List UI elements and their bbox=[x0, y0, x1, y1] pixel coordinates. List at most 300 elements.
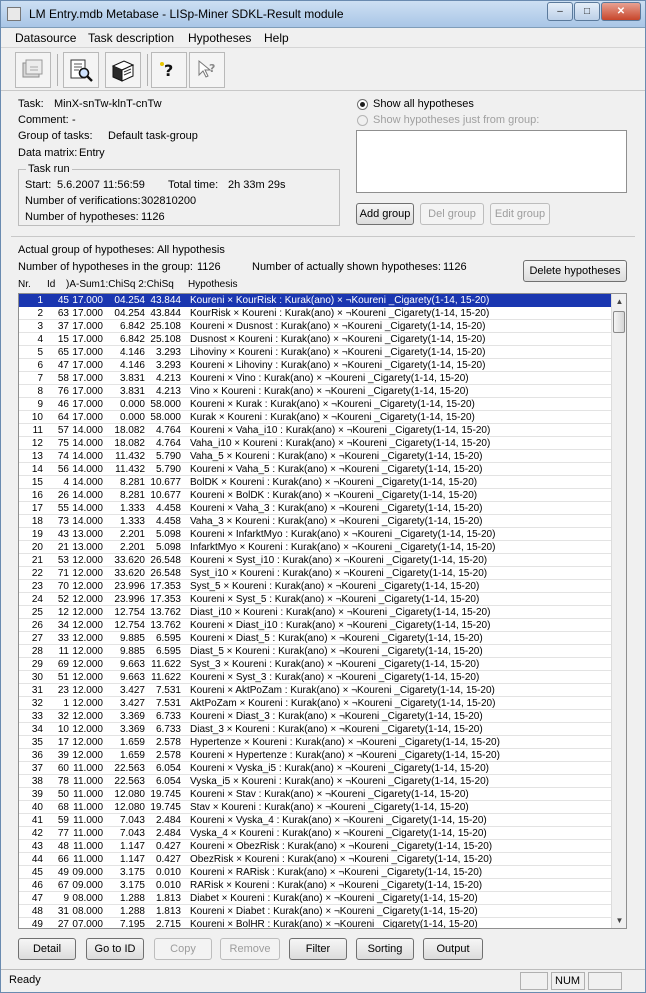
table-row[interactable] bbox=[19, 723, 611, 736]
row-quant-a: 17.000 bbox=[72, 295, 103, 306]
data-matrix-label: Data matrix: bbox=[18, 147, 78, 159]
table-row[interactable] bbox=[19, 528, 611, 541]
table-row[interactable] bbox=[19, 801, 611, 814]
del-group-button[interactable]: Del group bbox=[420, 203, 484, 225]
row-hypothesis: KourRisk × Koureni : Kurak(ano) × ¬Koureni _Cigarety(1-14, 15-20) bbox=[190, 308, 490, 319]
database-refresh-icon bbox=[20, 57, 46, 83]
table-row[interactable] bbox=[19, 476, 611, 489]
row-id: 73 bbox=[57, 516, 69, 527]
row-quant-c: 0.427 bbox=[155, 841, 181, 852]
row-quant-a: 12.000 bbox=[72, 620, 103, 631]
row-hypothesis: InfarktMyo × Koureni : Kurak(ano) × ¬Koureni _Cigarety(1-14, 15-20) bbox=[190, 542, 496, 553]
row-quant-a: 12.000 bbox=[72, 659, 103, 670]
hypotheses-count-value: 1126 bbox=[141, 211, 165, 223]
start-label: Start: bbox=[25, 179, 52, 191]
row-hypothesis: Vino × Koureni : Kurak(ano) × ¬Koureni _Cigarety(1-14, 15-20) bbox=[190, 386, 469, 397]
comment-label: Comment: bbox=[18, 114, 69, 126]
group-of-tasks-label: Group of tasks: bbox=[18, 130, 93, 142]
row-quant-c: 19.745 bbox=[150, 789, 181, 800]
row-quant-c: 11.622 bbox=[151, 659, 181, 670]
table-row[interactable] bbox=[19, 359, 611, 372]
table-row[interactable] bbox=[19, 736, 611, 749]
row-id: 12 bbox=[57, 607, 69, 618]
row-nr: 30 bbox=[31, 672, 43, 683]
row-quant-c: 0.010 bbox=[155, 867, 181, 878]
table-row[interactable] bbox=[19, 346, 611, 359]
row-id: 27 bbox=[57, 919, 69, 929]
row-id: 47 bbox=[57, 360, 69, 371]
table-row[interactable] bbox=[19, 775, 611, 788]
shown-count-label: Number of actually shown hypotheses: bbox=[252, 261, 441, 273]
table-row[interactable] bbox=[19, 892, 611, 905]
row-quant-a: 11.000 bbox=[73, 854, 103, 865]
data-matrix-value: Entry bbox=[79, 147, 105, 159]
row-hypothesis: Koureni × Stav : Kurak(ano) × ¬Koureni _Cigarety(1-14, 15-20) bbox=[190, 789, 469, 800]
row-hypothesis: Koureni × Diast_3 : Kurak(ano) × ¬Koureni _Cigarety(1-14, 15-20) bbox=[190, 711, 483, 722]
row-id: 52 bbox=[57, 594, 69, 605]
table-row[interactable] bbox=[19, 606, 611, 619]
close-button[interactable]: ✕ bbox=[601, 2, 641, 21]
minimize-button[interactable]: – bbox=[547, 2, 573, 21]
table-row[interactable] bbox=[19, 840, 611, 853]
row-quant-a: 11.000 bbox=[73, 841, 103, 852]
row-nr: 18 bbox=[31, 516, 43, 527]
row-quant-a: 12.000 bbox=[72, 646, 103, 657]
toolbar-find-button[interactable] bbox=[63, 52, 99, 88]
row-id: 71 bbox=[57, 568, 69, 579]
row-quant-b: 3.369 bbox=[119, 711, 145, 722]
column-header-quantifiers[interactable]: )A-Sum1:ChiSq 2:ChiSq bbox=[66, 279, 174, 290]
svg-text:?: ? bbox=[209, 62, 216, 75]
row-quant-a: 17.000 bbox=[72, 412, 103, 423]
row-id: 15 bbox=[57, 334, 69, 345]
table-row[interactable] bbox=[19, 827, 611, 840]
maximize-button[interactable]: □ bbox=[574, 2, 600, 21]
row-quant-c: 26.548 bbox=[150, 568, 181, 579]
table-row[interactable] bbox=[19, 567, 611, 580]
row-quant-a: 08.000 bbox=[72, 906, 103, 917]
row-id: 11 bbox=[58, 646, 69, 657]
row-quant-a: 07.000 bbox=[72, 919, 103, 929]
toolbar-separator bbox=[147, 54, 148, 86]
row-quant-c: 58.000 bbox=[150, 399, 181, 410]
row-nr: 36 bbox=[31, 750, 43, 761]
toolbar bbox=[1, 49, 645, 91]
column-header-id[interactable]: Id bbox=[47, 279, 56, 290]
row-id: 26 bbox=[57, 490, 69, 501]
menu-datasource[interactable]: Datasource bbox=[15, 31, 77, 45]
row-quant-c: 25.108 bbox=[150, 334, 181, 345]
row-quant-c: 25.108 bbox=[150, 321, 181, 332]
show-all-label[interactable]: Show all hypotheses bbox=[373, 98, 474, 110]
row-id: 43 bbox=[57, 529, 69, 540]
row-nr: 11 bbox=[32, 425, 43, 436]
row-nr: 45 bbox=[31, 867, 43, 878]
row-quant-a: 11.000 bbox=[73, 802, 103, 813]
table-row[interactable] bbox=[19, 333, 611, 346]
table-row[interactable] bbox=[19, 489, 611, 502]
row-id: 70 bbox=[57, 581, 69, 592]
row-hypothesis: Koureni × KourRisk : Kurak(ano) × ¬Koureni _Cigarety(1-14, 15-20) bbox=[190, 295, 490, 306]
row-hypothesis: Kurak × Koureni : Kurak(ano) × ¬Koureni _Cigarety(1-14, 15-20) bbox=[190, 412, 475, 423]
row-id: 33 bbox=[57, 633, 69, 644]
table-row[interactable] bbox=[19, 541, 611, 554]
row-quant-a: 17.000 bbox=[72, 347, 103, 358]
row-quant-a: 14.000 bbox=[72, 516, 103, 527]
edit-group-button[interactable]: Edit group bbox=[490, 203, 550, 225]
output-button[interactable]: Output bbox=[423, 938, 483, 960]
table-row[interactable] bbox=[19, 879, 611, 892]
menu-hypotheses[interactable]: Hypotheses bbox=[188, 31, 252, 45]
row-nr: 23 bbox=[31, 581, 43, 592]
row-id: 68 bbox=[57, 802, 69, 813]
scroll-up-arrow[interactable]: ▲ bbox=[615, 297, 624, 306]
row-quant-b: 22.563 bbox=[114, 763, 145, 774]
row-id: 76 bbox=[57, 386, 69, 397]
row-quant-a: 12.000 bbox=[72, 698, 103, 709]
row-hypothesis: Lihoviny × Koureni : Kurak(ano) × ¬Koureni _Cigarety(1-14, 15-20) bbox=[190, 347, 486, 358]
row-quant-a: 17.000 bbox=[72, 386, 103, 397]
row-quant-c: 17.353 bbox=[150, 581, 181, 592]
row-id: 48 bbox=[57, 841, 69, 852]
row-quant-c: 4.764 bbox=[155, 425, 181, 436]
table-row[interactable] bbox=[19, 593, 611, 606]
row-quant-c: 10.677 bbox=[150, 477, 181, 488]
show-group-label[interactable]: Show hypotheses just from group: bbox=[373, 114, 540, 126]
row-hypothesis: Koureni × RARisk : Kurak(ano) × ¬Koureni _Cigarety(1-14, 15-20) bbox=[190, 867, 483, 878]
sorting-button[interactable]: Sorting bbox=[356, 938, 414, 960]
table-row[interactable] bbox=[19, 814, 611, 827]
row-quant-c: 5.790 bbox=[155, 451, 181, 462]
task-value: MinX-snTw-klnT-cnTw bbox=[54, 98, 162, 110]
table-row[interactable] bbox=[19, 697, 611, 710]
row-quant-b: 7.195 bbox=[119, 919, 145, 929]
row-id: 46 bbox=[57, 399, 69, 410]
table-row[interactable] bbox=[19, 918, 611, 929]
app-icon bbox=[7, 7, 21, 21]
row-quant-a: 11.000 bbox=[73, 776, 103, 787]
table-row[interactable] bbox=[19, 853, 611, 866]
row-id: 65 bbox=[57, 347, 69, 358]
row-quant-a: 14.000 bbox=[72, 477, 103, 488]
row-hypothesis: Koureni × BolDK : Kurak(ano) × ¬Koureni _Cigarety(1-14, 15-20) bbox=[190, 490, 478, 501]
window-title: LM Entry.mdb Metabase - LISp-Miner SDKL-Result module bbox=[29, 7, 344, 21]
row-quant-a: 14.000 bbox=[72, 464, 103, 475]
row-quant-c: 4.458 bbox=[155, 503, 181, 514]
row-quant-a: 09.000 bbox=[72, 880, 103, 891]
group-listbox[interactable] bbox=[356, 130, 627, 193]
toolbar-refresh-button[interactable] bbox=[15, 52, 51, 88]
row-quant-b: 22.563 bbox=[114, 776, 145, 787]
row-nr: 17 bbox=[31, 503, 43, 514]
column-header-hypothesis[interactable]: Hypothesis bbox=[188, 279, 238, 290]
table-row[interactable] bbox=[19, 905, 611, 918]
svg-text:?: ? bbox=[164, 61, 174, 80]
scroll-thumb[interactable] bbox=[613, 311, 625, 333]
row-quant-a: 11.000 bbox=[73, 815, 103, 826]
row-quant-b: 3.427 bbox=[119, 698, 145, 709]
row-hypothesis: Diast_3 × Koureni : Kurak(ano) × ¬Koureni _Cigarety(1-14, 15-20) bbox=[190, 724, 483, 735]
row-id: 21 bbox=[57, 542, 69, 553]
row-hypothesis: Koureni × Vino : Kurak(ano) × ¬Koureni _Cigarety(1-14, 15-20) bbox=[190, 373, 469, 384]
table-row[interactable] bbox=[19, 554, 611, 567]
row-hypothesis: Koureni × Syst_i10 : Kurak(ano) × ¬Koureni _Cigarety(1-14, 15-20) bbox=[190, 555, 488, 566]
table-row[interactable] bbox=[19, 372, 611, 385]
row-quant-b: 4.146 bbox=[119, 347, 145, 358]
row-hypothesis: Koureni × Vaha_i10 : Kurak(ano) × ¬Koureni _Cigarety(1-14, 15-20) bbox=[190, 425, 491, 436]
row-id: 50 bbox=[57, 789, 69, 800]
row-quant-c: 4.458 bbox=[155, 516, 181, 527]
table-row[interactable] bbox=[19, 437, 611, 450]
row-quant-c: 2.578 bbox=[155, 750, 181, 761]
row-hypothesis: Koureni × InfarktMyo : Kurak(ano) × ¬Koureni _Cigarety(1-14, 15-20) bbox=[190, 529, 496, 540]
table-row[interactable] bbox=[19, 398, 611, 411]
row-quant-c: 58.000 bbox=[150, 412, 181, 423]
row-hypothesis: Koureni × Syst_3 : Kurak(ano) × ¬Koureni _Cigarety(1-14, 15-20) bbox=[190, 672, 480, 683]
table-row[interactable] bbox=[19, 762, 611, 775]
row-nr: 47 bbox=[31, 893, 43, 904]
row-quant-b: 6.842 bbox=[119, 334, 145, 345]
row-quant-b: 23.996 bbox=[114, 581, 145, 592]
row-nr: 19 bbox=[31, 529, 43, 540]
row-nr: 46 bbox=[31, 880, 43, 891]
row-id: 56 bbox=[57, 464, 69, 475]
row-id: 37 bbox=[57, 321, 69, 332]
row-quant-b: 3.831 bbox=[119, 386, 145, 397]
row-quant-c: 7.531 bbox=[155, 685, 181, 696]
grid-scrollbar[interactable] bbox=[611, 294, 626, 928]
table-row[interactable] bbox=[19, 866, 611, 879]
menu-help[interactable]: Help bbox=[264, 31, 289, 45]
help-question-icon bbox=[156, 57, 182, 83]
row-quant-b: 3.175 bbox=[119, 867, 145, 878]
row-quant-b: 6.842 bbox=[119, 321, 145, 332]
row-quant-a: 13.000 bbox=[72, 542, 103, 553]
add-group-button[interactable]: Add group bbox=[356, 203, 414, 225]
row-quant-c: 6.595 bbox=[155, 646, 181, 657]
row-nr: 22 bbox=[31, 568, 43, 579]
row-nr: 26 bbox=[31, 620, 43, 631]
row-nr: 25 bbox=[31, 607, 43, 618]
row-quant-c: 4.213 bbox=[155, 386, 181, 397]
row-quant-a: 14.000 bbox=[72, 503, 103, 514]
hypotheses-grid[interactable] bbox=[18, 293, 627, 929]
row-nr: 38 bbox=[31, 776, 43, 787]
row-id: 10 bbox=[57, 724, 69, 735]
actual-group-label: Actual group of hypotheses: bbox=[18, 244, 155, 256]
row-id: 55 bbox=[57, 503, 69, 514]
title-bar[interactable] bbox=[1, 1, 645, 28]
row-nr: 28 bbox=[31, 646, 43, 657]
row-hypothesis: Koureni × ObezRisk : Kurak(ano) × ¬Koureni _Cigarety(1-14, 15-20) bbox=[190, 841, 493, 852]
row-quant-c: 10.677 bbox=[150, 490, 181, 501]
row-quant-b: 0.000 bbox=[119, 399, 145, 410]
table-row[interactable] bbox=[19, 619, 611, 632]
row-quant-b: 18.082 bbox=[114, 438, 145, 449]
toolbar-help-button[interactable] bbox=[151, 52, 187, 88]
table-row[interactable] bbox=[19, 502, 611, 515]
table-row[interactable] bbox=[19, 645, 611, 658]
row-quant-c: 43.844 bbox=[150, 295, 181, 306]
row-quant-a: 14.000 bbox=[72, 425, 103, 436]
row-quant-b: 11.432 bbox=[115, 451, 145, 462]
status-panel-blank bbox=[520, 972, 548, 990]
row-quant-a: 17.000 bbox=[72, 321, 103, 332]
row-quant-c: 0.427 bbox=[155, 854, 181, 865]
row-hypothesis: Koureni × Dusnost : Kurak(ano) × ¬Koureni _Cigarety(1-14, 15-20) bbox=[190, 321, 486, 332]
row-hypothesis: Koureni × Vyska_4 : Kurak(ano) × ¬Koureni _Cigarety(1-14, 15-20) bbox=[190, 815, 487, 826]
row-quant-b: 18.082 bbox=[114, 425, 145, 436]
row-quant-b: 11.432 bbox=[115, 464, 145, 475]
table-row[interactable] bbox=[19, 450, 611, 463]
group-of-tasks-value: Default task-group bbox=[108, 130, 198, 142]
table-row[interactable] bbox=[19, 710, 611, 723]
row-id: 63 bbox=[57, 308, 69, 319]
row-quant-b: 1.333 bbox=[119, 516, 145, 527]
row-quant-b: 04.254 bbox=[114, 295, 145, 306]
table-row[interactable] bbox=[19, 411, 611, 424]
row-hypothesis: Koureni × Hypertenze : Kurak(ano) × ¬Koureni _Cigarety(1-14, 15-20) bbox=[190, 750, 500, 761]
row-quant-b: 8.281 bbox=[119, 477, 145, 488]
remove-button[interactable]: Remove bbox=[220, 938, 280, 960]
task-info-panel bbox=[1, 93, 645, 235]
row-quant-b: 1.659 bbox=[119, 737, 145, 748]
row-id: 34 bbox=[57, 620, 69, 631]
row-quant-b: 1.288 bbox=[119, 906, 145, 917]
menu-task-description[interactable]: Task description bbox=[88, 31, 175, 45]
row-nr: 33 bbox=[31, 711, 43, 722]
row-id: 64 bbox=[57, 412, 69, 423]
row-quant-c: 3.293 bbox=[155, 360, 181, 371]
stacked-books-icon bbox=[110, 57, 136, 83]
column-header-nr[interactable]: Nr. bbox=[18, 279, 31, 290]
row-quant-c: 6.733 bbox=[155, 724, 181, 735]
table-row[interactable] bbox=[19, 463, 611, 476]
row-hypothesis: Vaha_3 × Koureni : Kurak(ano) × ¬Koureni _Cigarety(1-14, 15-20) bbox=[190, 516, 483, 527]
row-quant-b: 9.885 bbox=[119, 646, 145, 657]
scroll-down-arrow[interactable]: ▼ bbox=[615, 916, 624, 925]
show-all-radio[interactable] bbox=[357, 99, 368, 110]
row-hypothesis: Syst_i10 × Koureni : Kurak(ano) × ¬Koureni _Cigarety(1-14, 15-20) bbox=[190, 568, 488, 579]
delete-hypotheses-button[interactable]: Delete hypotheses bbox=[523, 260, 627, 282]
row-hypothesis: Koureni × Diast_5 : Kurak(ano) × ¬Koureni _Cigarety(1-14, 15-20) bbox=[190, 633, 483, 644]
row-quant-a: 12.000 bbox=[72, 685, 103, 696]
row-quant-c: 2.484 bbox=[155, 815, 181, 826]
copy-button[interactable]: Copy bbox=[154, 938, 212, 960]
table-row[interactable] bbox=[19, 294, 611, 307]
table-row[interactable] bbox=[19, 320, 611, 333]
row-nr: 8 bbox=[37, 386, 43, 397]
comment-value: - bbox=[72, 114, 76, 126]
table-row[interactable] bbox=[19, 307, 611, 320]
table-row[interactable] bbox=[19, 684, 611, 697]
row-hypothesis: Koureni × Vyska_i5 : Kurak(ano) × ¬Koureni _Cigarety(1-14, 15-20) bbox=[190, 763, 489, 774]
group-count-value: 1126 bbox=[197, 261, 221, 273]
row-hypothesis: Koureni × Kurak : Kurak(ano) × ¬Koureni _Cigarety(1-14, 15-20) bbox=[190, 399, 475, 410]
row-id: 77 bbox=[57, 828, 69, 839]
row-hypothesis: Koureni × Diast_i10 : Kurak(ano) × ¬Koureni _Cigarety(1-14, 15-20) bbox=[190, 620, 491, 631]
row-quant-b: 9.663 bbox=[119, 659, 145, 670]
table-row[interactable] bbox=[19, 632, 611, 645]
table-row[interactable] bbox=[19, 385, 611, 398]
row-nr: 15 bbox=[31, 477, 43, 488]
row-quant-a: 14.000 bbox=[72, 490, 103, 501]
row-nr: 9 bbox=[37, 399, 43, 410]
start-value: 5.6.2007 11:56:59 bbox=[57, 179, 145, 191]
row-id: 9 bbox=[63, 893, 69, 904]
row-hypothesis: ObezRisk × Koureni : Kurak(ano) × ¬Koureni _Cigarety(1-14, 15-20) bbox=[190, 854, 493, 865]
row-quant-b: 7.043 bbox=[119, 815, 145, 826]
row-hypothesis: Koureni × Lihoviny : Kurak(ano) × ¬Koureni _Cigarety(1-14, 15-20) bbox=[190, 360, 486, 371]
row-hypothesis: Dusnost × Koureni : Kurak(ano) × ¬Koureni _Cigarety(1-14, 15-20) bbox=[190, 334, 486, 345]
row-quant-a: 12.000 bbox=[72, 594, 103, 605]
row-quant-a: 14.000 bbox=[72, 451, 103, 462]
goto-id-button[interactable]: Go to ID bbox=[86, 938, 144, 960]
row-hypothesis: Diast_i10 × Koureni : Kurak(ano) × ¬Koureni _Cigarety(1-14, 15-20) bbox=[190, 607, 491, 618]
row-id: 32 bbox=[57, 711, 69, 722]
row-quant-a: 12.000 bbox=[72, 750, 103, 761]
row-quant-c: 13.762 bbox=[150, 620, 181, 631]
table-row[interactable] bbox=[19, 671, 611, 684]
row-nr: 24 bbox=[31, 594, 43, 605]
table-row[interactable] bbox=[19, 580, 611, 593]
row-nr: 10 bbox=[31, 412, 43, 423]
status-num-indicator: NUM bbox=[551, 972, 585, 990]
row-quant-b: 7.043 bbox=[119, 828, 145, 839]
row-quant-b: 2.201 bbox=[119, 542, 145, 553]
row-hypothesis: Koureni × Vaha_3 : Kurak(ano) × ¬Koureni _Cigarety(1-14, 15-20) bbox=[190, 503, 483, 514]
row-quant-a: 17.000 bbox=[72, 334, 103, 345]
toolbar-books-button[interactable] bbox=[105, 52, 141, 88]
detail-button[interactable]: Detail bbox=[18, 938, 76, 960]
row-nr: 27 bbox=[31, 633, 43, 644]
row-nr: 6 bbox=[37, 360, 43, 371]
table-row[interactable] bbox=[19, 424, 611, 437]
row-quant-c: 1.813 bbox=[155, 906, 181, 917]
row-quant-c: 5.098 bbox=[155, 542, 181, 553]
row-nr: 31 bbox=[31, 685, 43, 696]
filter-button[interactable]: Filter bbox=[289, 938, 347, 960]
table-row[interactable] bbox=[19, 515, 611, 528]
row-nr: 13 bbox=[31, 451, 43, 462]
row-quant-a: 12.000 bbox=[72, 633, 103, 644]
row-hypothesis: Koureni × Diabet : Kurak(ano) × ¬Koureni _Cigarety(1-14, 15-20) bbox=[190, 906, 478, 917]
row-nr: 4 bbox=[37, 334, 43, 345]
row-id: 49 bbox=[57, 867, 69, 878]
row-quant-b: 1.147 bbox=[119, 854, 145, 865]
verifications-label: Number of verifications: bbox=[25, 195, 141, 207]
row-hypothesis: Hypertenze × Koureni : Kurak(ano) × ¬Koureni _Cigarety(1-14, 15-20) bbox=[190, 737, 500, 748]
row-quant-b: 3.427 bbox=[119, 685, 145, 696]
row-hypothesis: Syst_3 × Koureni : Kurak(ano) × ¬Koureni _Cigarety(1-14, 15-20) bbox=[190, 659, 480, 670]
row-id: 23 bbox=[57, 685, 69, 696]
row-quant-c: 19.745 bbox=[150, 802, 181, 813]
table-row[interactable] bbox=[19, 749, 611, 762]
row-nr: 12 bbox=[31, 438, 43, 449]
show-group-radio[interactable] bbox=[357, 115, 368, 126]
row-quant-c: 17.353 bbox=[150, 594, 181, 605]
table-row[interactable] bbox=[19, 658, 611, 671]
row-quant-c: 1.813 bbox=[155, 893, 181, 904]
row-quant-c: 0.010 bbox=[155, 880, 181, 891]
row-id: 57 bbox=[57, 425, 69, 436]
toolbar-context-help-button[interactable] bbox=[189, 52, 225, 88]
task-label: Task: bbox=[18, 98, 44, 110]
row-nr: 49 bbox=[31, 919, 43, 929]
table-row[interactable] bbox=[19, 788, 611, 801]
status-text: Ready bbox=[9, 974, 41, 986]
row-quant-c: 5.098 bbox=[155, 529, 181, 540]
